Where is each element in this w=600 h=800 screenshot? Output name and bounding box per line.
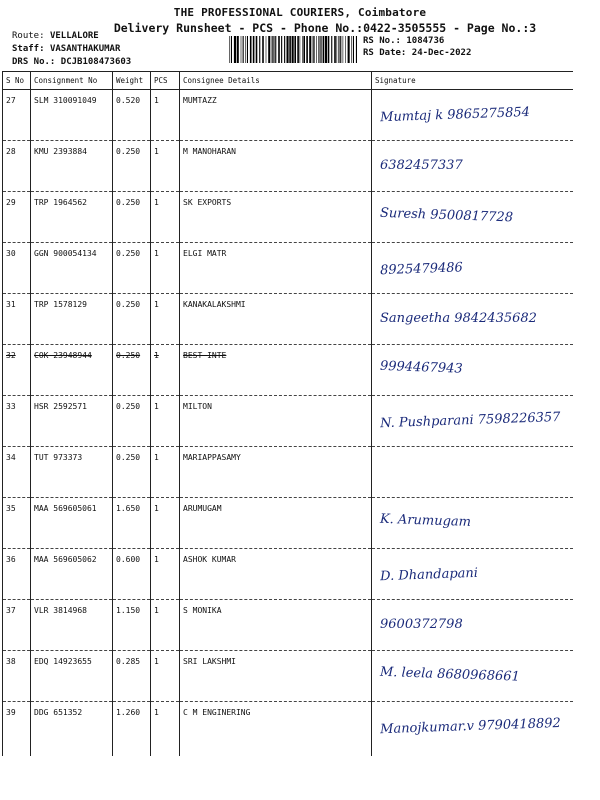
row-consignment-no: SLM 310091049 <box>31 90 113 141</box>
row-weight: 0.250 <box>113 243 151 294</box>
rs-no-value: 1084736 <box>406 36 445 46</box>
row-consignment-no: DDG 651352 <box>31 702 113 757</box>
table-row <box>3 192 573 243</box>
row-signature <box>372 447 573 498</box>
row-pcs: 1 <box>151 192 180 243</box>
row-consignment-no: VLR 3814968 <box>31 600 113 651</box>
row-weight: 1.260 <box>113 702 151 757</box>
route-line <box>12 31 99 41</box>
col-header-consignment: Consignment No <box>31 72 113 90</box>
row-weight: 0.250 <box>113 447 151 498</box>
handwritten-signature <box>372 702 572 746</box>
table-row <box>3 90 573 141</box>
row-weight: 0.250 <box>113 141 151 192</box>
row-consignee: SK EXPORTS <box>180 192 372 243</box>
row-sno: 35 <box>3 498 31 549</box>
row-consignee: KANAKALAKSHMI <box>180 294 372 345</box>
handwritten-signature <box>372 498 572 542</box>
row-signature <box>372 396 573 447</box>
handwritten-signature <box>372 345 572 389</box>
table-row <box>3 498 573 549</box>
row-consignee: M MANOHARAN <box>180 141 372 192</box>
row-consignee: ELGI MATR <box>180 243 372 294</box>
drs-label: DRS No.: <box>12 57 56 67</box>
table-row <box>3 600 573 651</box>
signature-text: 6382457337 <box>380 158 463 173</box>
row-sno: 32 <box>3 345 31 396</box>
row-weight: 0.250 <box>113 192 151 243</box>
row-sno: 36 <box>3 549 31 600</box>
handwritten-signature <box>372 192 572 236</box>
row-consignee: S MONIKA <box>180 600 372 651</box>
table-header-row <box>3 72 573 90</box>
row-weight: 0.520 <box>113 90 151 141</box>
handwritten-signature <box>372 396 572 440</box>
row-pcs: 1 <box>151 294 180 345</box>
row-weight: 0.600 <box>113 549 151 600</box>
signature-text: D. Dhandapani <box>379 565 479 585</box>
row-pcs: 1 <box>151 345 180 396</box>
runsheet-subtitle: Delivery Runsheet - PCS - Phone No.:0422-3505555 - Page No.:3 <box>113 21 537 35</box>
row-pcs: 1 <box>151 600 180 651</box>
row-consignee: C M ENGINERING <box>180 702 372 757</box>
barcode-image <box>229 36 357 63</box>
col-header-weight: Weight <box>113 72 151 90</box>
handwritten-signature <box>372 651 572 695</box>
signature-text: 9600372798 <box>380 617 463 632</box>
row-signature <box>372 192 573 243</box>
table-row <box>3 243 573 294</box>
table-row <box>3 345 573 396</box>
col-header-pcs: PCS <box>151 72 180 90</box>
row-weight: 0.285 <box>113 651 151 702</box>
col-header-consignee: Consignee Details <box>180 72 372 90</box>
row-pcs: 1 <box>151 447 180 498</box>
handwritten-signature <box>372 600 572 644</box>
row-consignment-no: EDQ 14923655 <box>31 651 113 702</box>
handwritten-signature <box>372 549 572 593</box>
row-signature <box>372 498 573 549</box>
signature-text: Suresh 9500817728 <box>379 205 514 226</box>
table-row <box>3 702 573 757</box>
handwritten-signature <box>372 243 572 287</box>
rs-date-label: RS Date: <box>363 48 407 58</box>
row-weight: 1.150 <box>113 600 151 651</box>
rs-date-line <box>363 48 471 58</box>
rs-no-line <box>363 36 444 46</box>
row-consignment-no: GGN 900054134 <box>31 243 113 294</box>
row-consignment-no: HSR 2592571 <box>31 396 113 447</box>
row-sno: 37 <box>3 600 31 651</box>
signature-text: Mumtaj k 9865275854 <box>379 104 531 126</box>
signature-text: K. Arumugam <box>379 511 472 530</box>
row-sno: 27 <box>3 90 31 141</box>
row-consignee: ARUMUGAM <box>180 498 372 549</box>
row-signature <box>372 141 573 192</box>
row-pcs: 1 <box>151 90 180 141</box>
staff-label: Staff: <box>12 44 45 54</box>
handwritten-signature <box>372 90 572 134</box>
row-weight: 0.250 <box>113 294 151 345</box>
row-sno: 34 <box>3 447 31 498</box>
row-signature <box>372 702 573 757</box>
signature-text: Sangeetha 9842435682 <box>380 311 537 326</box>
signature-text: 8925479486 <box>379 260 464 279</box>
col-header-signature: Signature <box>372 72 573 90</box>
row-consignment-no: TUT 973373 <box>31 447 113 498</box>
row-sno: 29 <box>3 192 31 243</box>
row-consignment-no: MAA 569605062 <box>31 549 113 600</box>
row-consignment-no: TRP 1578129 <box>31 294 113 345</box>
row-consignee: BEST INTE <box>180 345 372 396</box>
drs-line <box>12 57 131 67</box>
company-title: THE PROFESSIONAL COURIERS, Coimbatore <box>173 6 427 19</box>
row-signature <box>372 294 573 345</box>
drs-value: DCJB108473603 <box>60 57 132 67</box>
route-label: Route: <box>12 31 45 41</box>
handwritten-signature <box>372 141 572 185</box>
rs-no-label: RS No.: <box>363 36 401 46</box>
row-pcs: 1 <box>151 498 180 549</box>
row-pcs: 1 <box>151 396 180 447</box>
row-pcs: 1 <box>151 702 180 757</box>
row-pcs: 1 <box>151 651 180 702</box>
row-weight: 1.650 <box>113 498 151 549</box>
row-consignee: MUMTAZZ <box>180 90 372 141</box>
table-row <box>3 396 573 447</box>
staff-value: VASANTHAKUMAR <box>49 44 121 54</box>
table-row <box>3 294 573 345</box>
row-signature <box>372 549 573 600</box>
row-weight: 0.250 <box>113 396 151 447</box>
signature-text: M. leela 8680968661 <box>379 664 521 685</box>
row-pcs: 1 <box>151 243 180 294</box>
row-sno: 28 <box>3 141 31 192</box>
row-sno: 33 <box>3 396 31 447</box>
row-sno: 38 <box>3 651 31 702</box>
row-sno: 30 <box>3 243 31 294</box>
row-consignee: MILTON <box>180 396 372 447</box>
row-sno: 39 <box>3 702 31 757</box>
row-pcs: 1 <box>151 141 180 192</box>
handwritten-signature <box>372 294 572 338</box>
signature-text: N. Pushparani 7598226357 <box>379 409 561 432</box>
signature-text: 9994467943 <box>379 358 463 377</box>
row-signature <box>372 90 573 141</box>
row-weight: 0.250 <box>113 345 151 396</box>
signature-text: Manojkumar.v 9790418892 <box>379 715 562 738</box>
runsheet-table <box>2 71 573 756</box>
row-signature <box>372 651 573 702</box>
row-signature <box>372 243 573 294</box>
row-consignment-no: TRP 1964562 <box>31 192 113 243</box>
table-row <box>3 141 573 192</box>
row-consignee: SRI LAKSHMI <box>180 651 372 702</box>
row-signature <box>372 345 573 396</box>
row-consignment-no: MAA 569605061 <box>31 498 113 549</box>
row-consignee: ASHOK KUMAR <box>180 549 372 600</box>
row-consignee: MARIAPPASAMY <box>180 447 372 498</box>
table-row <box>3 447 573 498</box>
row-signature <box>372 600 573 651</box>
row-consignment-no: COK 23948944 <box>31 345 113 396</box>
route-value: VELLALORE <box>49 31 99 41</box>
rs-date-value: 24-Dec-2022 <box>411 48 472 58</box>
row-pcs: 1 <box>151 549 180 600</box>
row-consignment-no: KMU 2393884 <box>31 141 113 192</box>
staff-line <box>12 44 120 54</box>
col-header-sno: S No <box>3 72 31 90</box>
row-sno: 31 <box>3 294 31 345</box>
table-row <box>3 651 573 702</box>
table-row <box>3 549 573 600</box>
